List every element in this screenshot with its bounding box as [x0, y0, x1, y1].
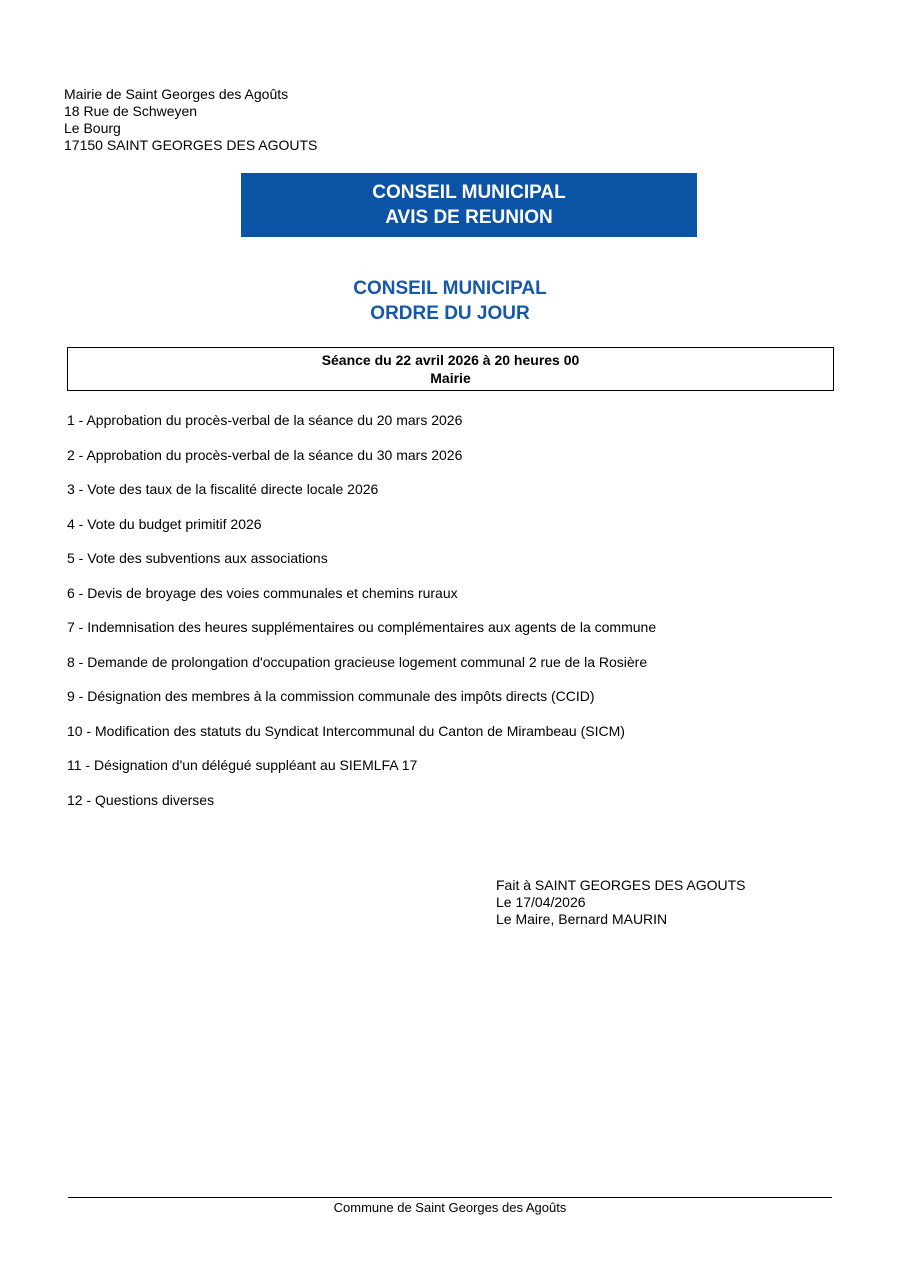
- address-line-name: Mairie de Saint Georges des Agoûts: [64, 86, 289, 102]
- agenda-heading-subtitle: ORDRE DU JOUR: [370, 303, 530, 324]
- signature-block: [496, 877, 745, 928]
- agenda-item: 7 - Indemnisation des heures supplémentaires ou complémentaires aux agents de la commune: [67, 619, 657, 635]
- address-line-street: 18 Rue de Schweyen: [64, 103, 198, 119]
- banner-subtitle: AVIS DE REUNION: [385, 207, 553, 228]
- session-place: Mairie: [430, 370, 471, 386]
- address-line-locality: Le Bourg: [64, 120, 121, 136]
- agenda-item: 2 - Approbation du procès-verbal de la séance du 30 mars 2026: [67, 446, 463, 463]
- notice-banner: [241, 173, 697, 237]
- agenda-item: 5 - Vote des subventions aux associations: [67, 550, 328, 566]
- footer-text: Commune de Saint Georges des Agoûts: [333, 1200, 567, 1215]
- agenda-item: 4 - Vote du budget primitif 2026: [67, 515, 262, 532]
- sender-address: [64, 86, 317, 154]
- banner-title: CONSEIL MUNICIPAL: [372, 182, 566, 203]
- signature-place: Fait à SAINT GEORGES DES AGOUTS: [496, 877, 746, 893]
- agenda-item: 8 - Demande de prolongation d'occupation gracieuse logement communal 2 rue de la Rosière: [67, 653, 648, 670]
- footer-divider: [68, 1197, 832, 1198]
- agenda-list: [67, 411, 656, 825]
- agenda-item: 1 - Approbation du procès-verbal de la séance du 20 mars 2026: [67, 412, 463, 428]
- agenda-item: 3 - Vote des taux de la fiscalité directe locale 2026: [67, 481, 379, 497]
- signature-date: Le 17/04/2026: [496, 894, 586, 910]
- session-info-box: [67, 347, 834, 391]
- agenda-heading-title: CONSEIL MUNICIPAL: [353, 278, 547, 299]
- address-line-city: 17150 SAINT GEORGES DES AGOUTS: [64, 137, 318, 153]
- agenda-item: 12 - Questions diverses: [67, 791, 215, 808]
- agenda-item: 9 - Désignation des membres à la commission communale des impôts directs (CCID): [67, 688, 595, 704]
- agenda-item: 6 - Devis de broyage des voies communales et chemins ruraux: [67, 584, 458, 601]
- session-date: Séance du 22 avril 2026 à 20 heures 00: [321, 352, 580, 368]
- signature-signer: Le Maire, Bernard MAURIN: [496, 911, 668, 927]
- agenda-heading: [0, 276, 900, 326]
- agenda-item: 10 - Modification des statuts du Syndicat Intercommunal du Canton de Mirambeau (SICM): [67, 722, 625, 739]
- agenda-item: 11 - Désignation d'un délégué suppléant au SIEMLFA 17: [67, 757, 418, 773]
